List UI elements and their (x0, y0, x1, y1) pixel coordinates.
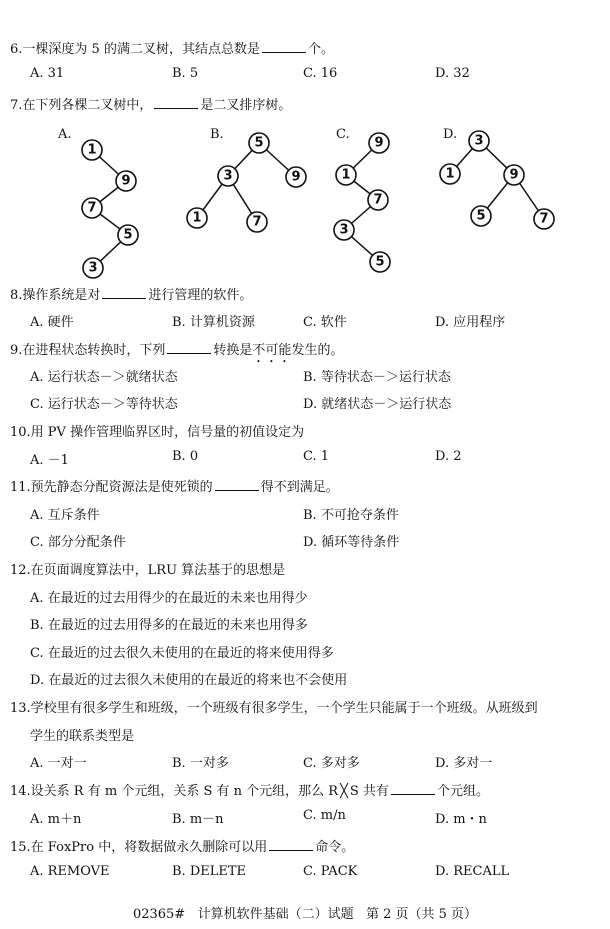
option-a: A. 在最近的过去用得少的在最近的未来也用得少 (30, 591, 308, 606)
option-d: D. 多对一 (435, 756, 493, 771)
option-a: A. 运行状态－＞就绪状态 (30, 370, 178, 385)
tree-node (368, 190, 388, 210)
option-c: C. 1 (303, 449, 330, 464)
option-d: D. 循环等待条件 (303, 535, 400, 550)
option-b: B. m－n (172, 812, 224, 827)
svg-text:9: 9 (509, 167, 519, 183)
tree-node (249, 133, 269, 153)
question-7: 7.在下列各棵二叉树中， 是二叉排序树。 (10, 98, 292, 113)
tree-node (469, 131, 489, 151)
tree-c-label: C. (336, 127, 350, 142)
answer-blank (215, 480, 259, 491)
question-12: 12.在页面调度算法中，LRU 算法基于的思想是 (10, 563, 286, 578)
option-d: D. RECALL (435, 864, 510, 879)
option-c: C. 软件 (303, 315, 347, 330)
tree-node (534, 209, 554, 229)
question-13-line-1: 13.学校里有很多学生和班级，一个班级有很多学生，一个学生只能属于一个班级。从班级到 (10, 701, 538, 716)
question-10: 10.用 PV 操作管理临界区时，信号量的初值设定为 (10, 425, 305, 440)
tree-node (118, 225, 138, 245)
tree-node (82, 198, 102, 218)
option-d: D. 2 (435, 449, 462, 464)
option-b: B. 在最近的过去用得多的在最近的未来也用得多 (30, 618, 308, 633)
svg-text:5: 5 (476, 208, 486, 224)
tree-node (187, 208, 207, 228)
option-b: B. 计算机资源 (172, 315, 255, 330)
option-b: B. DELETE (172, 864, 247, 879)
svg-text:3: 3 (339, 222, 349, 238)
svg-text:1: 1 (192, 210, 202, 226)
svg-text:5: 5 (123, 227, 133, 243)
option-a: A. 互斥条件 (30, 508, 100, 523)
option-c: C. 多对多 (303, 756, 360, 771)
tree-a (82, 140, 138, 278)
svg-text:7: 7 (252, 214, 262, 230)
tree-d (440, 131, 554, 229)
option-d: D. 就绪状态－＞运行状态 (303, 397, 452, 412)
svg-text:1: 1 (87, 142, 97, 158)
answer-blank (269, 840, 313, 851)
question-6: 6.一棵深度为 5 的满二叉树，其结点总数是 个。 (10, 42, 334, 57)
question-9: 9.在进程状态转换时，下列 转换是不可能发生的。 (10, 343, 344, 358)
svg-text:9: 9 (121, 173, 131, 189)
question-13-line-2: 学生的联系类型是 (30, 729, 135, 744)
tree-node (504, 165, 524, 185)
tree-node (440, 164, 460, 184)
tree-a-label: A. (58, 127, 72, 142)
tree-d-label: D. (443, 127, 458, 142)
cross-product-symbol: ╳ (340, 784, 348, 799)
svg-text:3: 3 (88, 260, 98, 276)
tree-node (218, 166, 238, 186)
tree-node (370, 252, 390, 272)
option-a: A. 一对一 (30, 756, 87, 771)
option-d: D. 应用程序 (435, 315, 506, 330)
option-b: B. 0 (172, 449, 199, 464)
page-footer: 02365# 计算机软件基础（二）试题 第 2 页（共 5 页） (132, 907, 478, 922)
tree-node (471, 206, 491, 226)
svg-text:7: 7 (87, 200, 97, 216)
option-b: B. 不可抢夺条件 (303, 508, 399, 523)
question-8: 8.操作系统是对 进行管理的软件。 (10, 288, 253, 303)
binary-trees-figure (0, 0, 610, 290)
question-11: 11.预先静态分配资源法是使死锁的 得不到满足。 (10, 480, 339, 495)
question-14: 14.设关系 R 有 m 个元组，关系 S 有 n 个元组，那么 R ╳ S 共有 个元组。 (10, 784, 489, 799)
option-d: D. m・n (435, 812, 487, 827)
option-c: C. 运行状态－＞等待状态 (30, 397, 178, 412)
tree-node (82, 140, 102, 160)
tree-c (334, 133, 390, 272)
question-15: 15.在 FoxPro 中，将数据做永久删除可以用 命令。 (10, 840, 355, 855)
svg-text:7: 7 (539, 211, 549, 227)
tree-b-label: B. (210, 127, 224, 142)
option-c: C. 在最近的过去很久未使用的在最近的将来使用得多 (30, 646, 334, 661)
svg-text:5: 5 (375, 254, 385, 270)
option-b: B. 一对多 (172, 756, 229, 771)
svg-text:3: 3 (474, 133, 484, 149)
option-b: B. 5 (172, 66, 199, 81)
svg-text:1: 1 (341, 167, 351, 183)
svg-text:9: 9 (291, 169, 301, 185)
option-c: C. PACK (303, 864, 358, 879)
option-c: C. 16 (303, 66, 338, 81)
svg-text:9: 9 (374, 135, 384, 151)
option-a: A. 硬件 (30, 315, 74, 330)
option-d: D. 在最近的过去很久未使用的在最近的将来也不会使用 (30, 673, 348, 688)
tree-b (187, 133, 306, 232)
tree-node (334, 220, 354, 240)
option-c: C. m/n (303, 808, 346, 823)
option-a: A. REMOVE (30, 864, 110, 879)
answer-blank (102, 288, 146, 299)
option-a: A. m＋n (30, 812, 82, 827)
answer-blank (167, 343, 211, 354)
svg-text:1: 1 (445, 166, 455, 182)
option-a: A. 31 (30, 66, 65, 81)
tree-node (336, 165, 356, 185)
emphasized-text: 不可能 (252, 343, 292, 358)
svg-text:3: 3 (223, 168, 233, 184)
answer-blank (391, 784, 435, 795)
tree-node (286, 167, 306, 187)
option-c: C. 部分分配条件 (30, 535, 126, 550)
tree-node (247, 212, 267, 232)
svg-text:5: 5 (254, 135, 264, 151)
svg-text:7: 7 (373, 192, 383, 208)
option-b: B. 等待状态－＞运行状态 (303, 370, 451, 385)
tree-node (83, 258, 103, 278)
tree-node (116, 171, 136, 191)
option-d: D. 32 (435, 66, 470, 81)
tree-node (369, 133, 389, 153)
option-a: A. －1 (30, 453, 69, 468)
